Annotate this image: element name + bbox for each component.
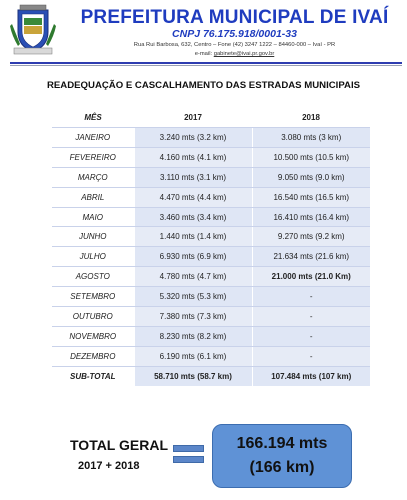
value-2018-cell: 16.540 mts (16.5 km) [252, 187, 370, 207]
month-cell: JULHO [52, 247, 134, 267]
subtotal-2018: 107.484 mts (107 km) [252, 366, 370, 385]
value-2018-cell: 16.410 mts (16.4 km) [252, 207, 370, 227]
value-2017-cell: 3.240 mts (3.2 km) [134, 128, 252, 148]
value-2017-cell: 5.320 mts (5.3 km) [134, 287, 252, 307]
month-cell: MARÇO [52, 167, 134, 187]
email-link[interactable]: gabinete@ivai.pr.gov.br [213, 51, 275, 57]
month-cell: JANEIRO [52, 128, 134, 148]
total-years: 2017 + 2018 [78, 460, 140, 472]
table-row [52, 326, 370, 346]
column-header-2018: 2018 [252, 108, 370, 128]
value-2017-cell: 6.930 mts (6.9 km) [134, 247, 252, 267]
table-header-row [52, 108, 370, 128]
value-2018-cell: 21.634 mts (21.6 km) [252, 247, 370, 267]
total-value-box [212, 424, 352, 488]
value-2017-cell: 3.110 mts (3.1 km) [134, 167, 252, 187]
value-2017-cell: 4.160 mts (4.1 km) [134, 147, 252, 167]
total-value-meters: 166.194 mts [236, 435, 328, 452]
header-rule-thin [10, 65, 402, 66]
municipal-coat-of-arms-icon [10, 4, 56, 56]
value-2017-cell: 4.470 mts (4.4 km) [134, 187, 252, 207]
value-2017-cell: 8.230 mts (8.2 km) [134, 326, 252, 346]
value-2017-cell: 3.460 mts (3.4 km) [134, 207, 252, 227]
value-2018-cell: 21.000 mts (21.0 Km) [252, 267, 370, 287]
value-2018-cell: 10.500 mts (10.5 km) [252, 147, 370, 167]
subtotal-row [52, 366, 370, 385]
address-line: Rua Rui Barbosa, 632, Centro – Fone (42) 3247 1222 – 84460-000 – Ivaí - PR [133, 42, 336, 48]
month-cell: FEVEREIRO [52, 147, 134, 167]
document-subtitle: READEQUAÇÃO E CASCALHAMENTO DAS ESTRADAS MUNICIPAIS [46, 80, 361, 91]
total-value-km: (166 km) [249, 459, 315, 476]
value-2018-cell: - [252, 307, 370, 327]
table-row [52, 307, 370, 327]
header-rule [10, 62, 402, 64]
value-2017-cell: 6.190 mts (6.1 km) [134, 346, 252, 366]
value-2017-cell: 4.780 mts (4.7 km) [134, 267, 252, 287]
value-2018-cell: - [252, 346, 370, 366]
month-cell: DEZEMBRO [52, 346, 134, 366]
table-row [52, 267, 370, 287]
month-cell: SETEMBRO [52, 287, 134, 307]
month-cell: ABRIL [52, 187, 134, 207]
table-row [52, 187, 370, 207]
value-2018-cell: 9.270 mts (9.2 km) [252, 227, 370, 247]
month-cell: AGOSTO [52, 267, 134, 287]
table-row [52, 346, 370, 366]
cnpj-number: CNPJ 76.175.918/0001-33 [172, 28, 297, 40]
roads-table [52, 108, 370, 386]
table-row [52, 128, 370, 148]
subtotal-label: SUB-TOTAL [70, 371, 116, 381]
table-row [52, 247, 370, 267]
column-header-2017: 2017 [134, 108, 252, 128]
table-row [52, 227, 370, 247]
email-line [62, 51, 407, 57]
value-2018-cell: 3.080 mts (3 km) [252, 128, 370, 148]
table-row [52, 147, 370, 167]
letterhead [0, 0, 407, 70]
table-row [52, 167, 370, 187]
value-2018-cell: - [252, 326, 370, 346]
value-2017-cell: 7.380 mts (7.3 km) [134, 307, 252, 327]
column-header-month: MÊS [52, 108, 134, 128]
month-cell: JUNHO [52, 227, 134, 247]
subtotal-2017: 58.710 mts (58.7 km) [134, 366, 252, 385]
table-row [52, 287, 370, 307]
month-cell: NOVEMBRO [52, 326, 134, 346]
value-2018-cell: - [252, 287, 370, 307]
municipality-title: PREFEITURA MUNICIPAL DE IVAÍ [80, 7, 389, 28]
total-label: TOTAL GERAL [70, 437, 168, 453]
month-cell: MAIO [52, 207, 134, 227]
value-2017-cell: 1.440 mts (1.4 km) [134, 227, 252, 247]
equals-icon [173, 443, 204, 465]
value-2018-cell: 9.050 mts (9.0 km) [252, 167, 370, 187]
email-prefix: e-mail: [194, 51, 214, 57]
month-cell: OUTUBRO [52, 307, 134, 327]
table-row [52, 207, 370, 227]
